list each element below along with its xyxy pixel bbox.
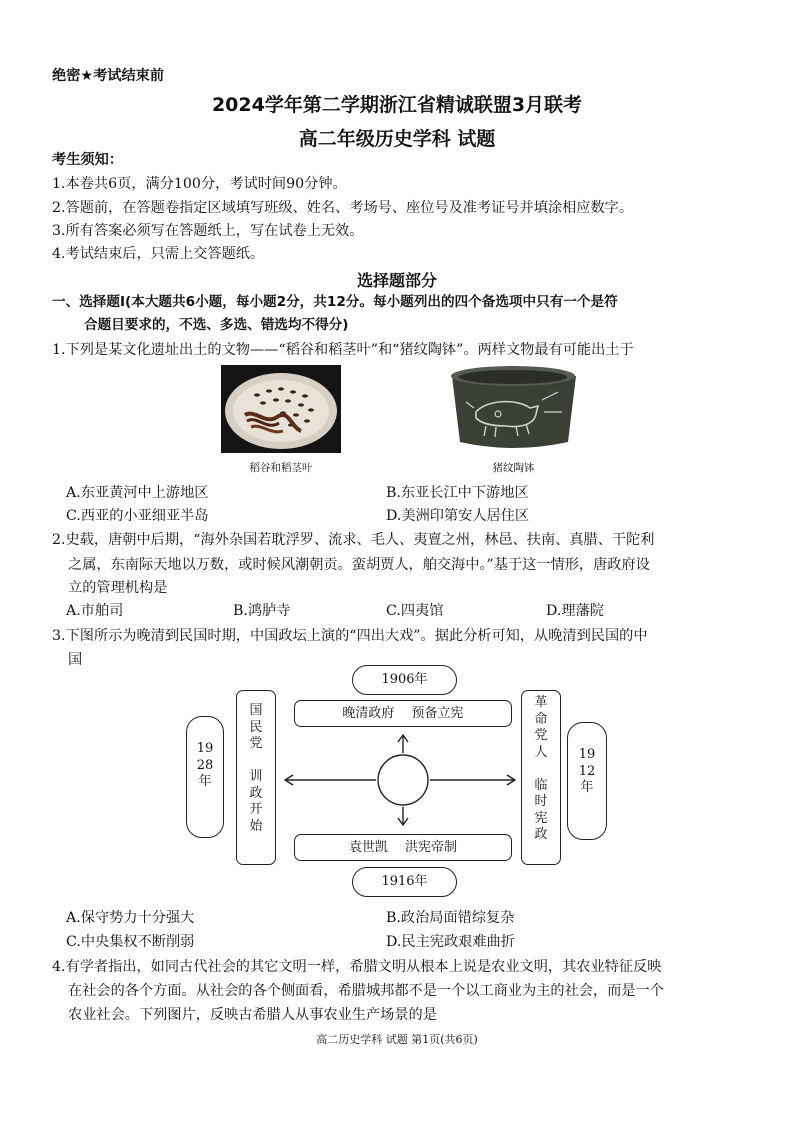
rev-char: 政: [534, 827, 548, 842]
q4-stem-line-1: 4.有学者指出，如同古代社会的其它文明一样，希腊文明从根本上说是农业文明，其农业特征反映: [52, 959, 662, 975]
rice-caption: 稻谷和稻茎叶: [249, 462, 313, 474]
part1-instructions: 一、选择题Ⅰ(本大题共6小题，每小题2分，共12分。每小题列出的四个备选项中只有一个是符: [52, 294, 618, 310]
notice-item-4: 4.考试结束后，只需上交答题纸。: [52, 246, 265, 262]
pig-bowl-caption: 猪纹陶钵: [492, 462, 535, 474]
box-qing-constitution: 晚清政府 预备立宪: [294, 700, 512, 727]
q2-stem-line-3: 立的管理机构是: [68, 580, 168, 596]
kmt-gap: [237, 753, 275, 770]
kmt-char: 训: [249, 769, 263, 784]
year-1928-part-1: 19: [196, 741, 214, 756]
q1-option-a: A.东亚黄河中上游地区: [66, 485, 209, 501]
q1-option-d: D.美洲印第安人居住区: [386, 508, 530, 524]
exam-title: 2024学年第二学期浙江省精诚联盟3月联考: [211, 94, 583, 116]
year-1928-part-2: 28: [196, 757, 214, 773]
box-revolutionary-provisional: [521, 690, 561, 865]
kmt-char: 始: [249, 818, 263, 834]
q2-stem-line-1: 2.史载，唐朝中后期，“海外杂国若耽浮罗、流求、毛人、夷亶之州，林邑、扶南、真腊、干陀利: [52, 532, 655, 548]
box-yuan-monarchy: 袁世凯 洪宪帝制: [294, 834, 512, 861]
rev-char: 临: [534, 777, 548, 793]
q1-stem: 1.下列是某文化遗址出土的文物——“稻谷和稻茎叶”和“猪纹陶钵”。两样文物最有可能出土于: [52, 342, 634, 358]
year-1912-part-3: 年: [580, 780, 594, 795]
notice-item-3: 3.所有答案必须写在答题纸上，写在试卷上无效。: [52, 223, 364, 239]
rev-char: 革: [534, 695, 548, 710]
year-1916-pill: 1916年: [352, 867, 457, 897]
rev-char: 党: [534, 728, 548, 743]
notice-heading: 考生须知：: [52, 152, 123, 168]
q2-option-c: C.四夷馆: [386, 603, 444, 619]
notice-item-1: 1.本卷共6页，满分100分，考试时间90分钟。: [52, 176, 347, 192]
box-kmt-tutelage: [236, 690, 276, 865]
rev-gap: [522, 761, 560, 778]
year-1912-part-2: 12: [578, 763, 596, 779]
rev-char: 时: [534, 794, 548, 809]
kmt-char: 开: [249, 802, 263, 817]
q4-stem-line-2: 在社会的各个方面。从社会的各个侧面看，希腊城邦都不是一个以工商业为主的社会，而是一个: [68, 983, 664, 999]
rev-char: 命: [534, 711, 548, 727]
q1-option-c: C.西亚的小亚细亚半岛: [66, 508, 209, 524]
secret-label: 绝密★考试结束前: [52, 68, 165, 84]
year-1928-part-3: 年: [198, 774, 212, 789]
year-1912-pill: [567, 722, 607, 840]
q1-option-b: B.东亚长江中下游地区: [386, 485, 529, 501]
q3-stem-line-1: 3.下图所示为晚清到民国时期，中国政坛上演的“四出大戏”。据此分析可知，从晚清到民国的中: [52, 628, 648, 644]
kmt-char: 国: [249, 703, 263, 718]
kmt-char: 党: [249, 736, 263, 751]
q3-option-b: B.政治局面错综复杂: [386, 910, 515, 926]
q2-option-a: A.市舶司: [66, 603, 124, 619]
kmt-char: 民: [249, 719, 263, 735]
q4-stem-line-3: 农业社会。下列图片，反映古希腊人从事农业生产场景的是: [68, 1007, 437, 1023]
part1-instructions-cont: 合题目要求的，不选、多选、错选均不得分): [84, 317, 349, 333]
rev-char: 人: [534, 744, 548, 760]
page-footer: 高二历史学科 试题 第1页(共6页): [316, 1033, 478, 1046]
year-1912-part-1: 19: [578, 747, 596, 762]
q2-option-b: B.鸿胪寺: [233, 603, 291, 619]
q3-option-d: D.民主宪政艰难曲折: [386, 934, 515, 950]
kmt-char: 政: [249, 785, 263, 801]
notice-item-2: 2.答题前，在答题卷指定区域填写班级、姓名、考场号、座位号及准考证号并填涂相应数字。: [52, 200, 634, 216]
q3-option-c: C.中央集权不断削弱: [66, 934, 195, 950]
q3-stem-line-2: 国: [68, 652, 83, 668]
q2-stem-line-2: 之属，东南际天地以万数，或时候风潮朝贡。蛮胡贾人，舶交海中。”基于这一情形，唐政府设: [68, 557, 650, 573]
q3-option-a: A.保守势力十分强大: [66, 910, 195, 926]
rev-char: 宪: [534, 810, 548, 826]
year-1906-pill: 1906年: [352, 665, 457, 695]
center-circle: [378, 755, 428, 805]
section-title: 选择题部分: [356, 271, 437, 290]
q2-option-d: D.理藩院: [546, 603, 604, 619]
year-1928-pill: [186, 716, 224, 838]
exam-subtitle: 高二年级历史学科 试题: [298, 128, 496, 150]
